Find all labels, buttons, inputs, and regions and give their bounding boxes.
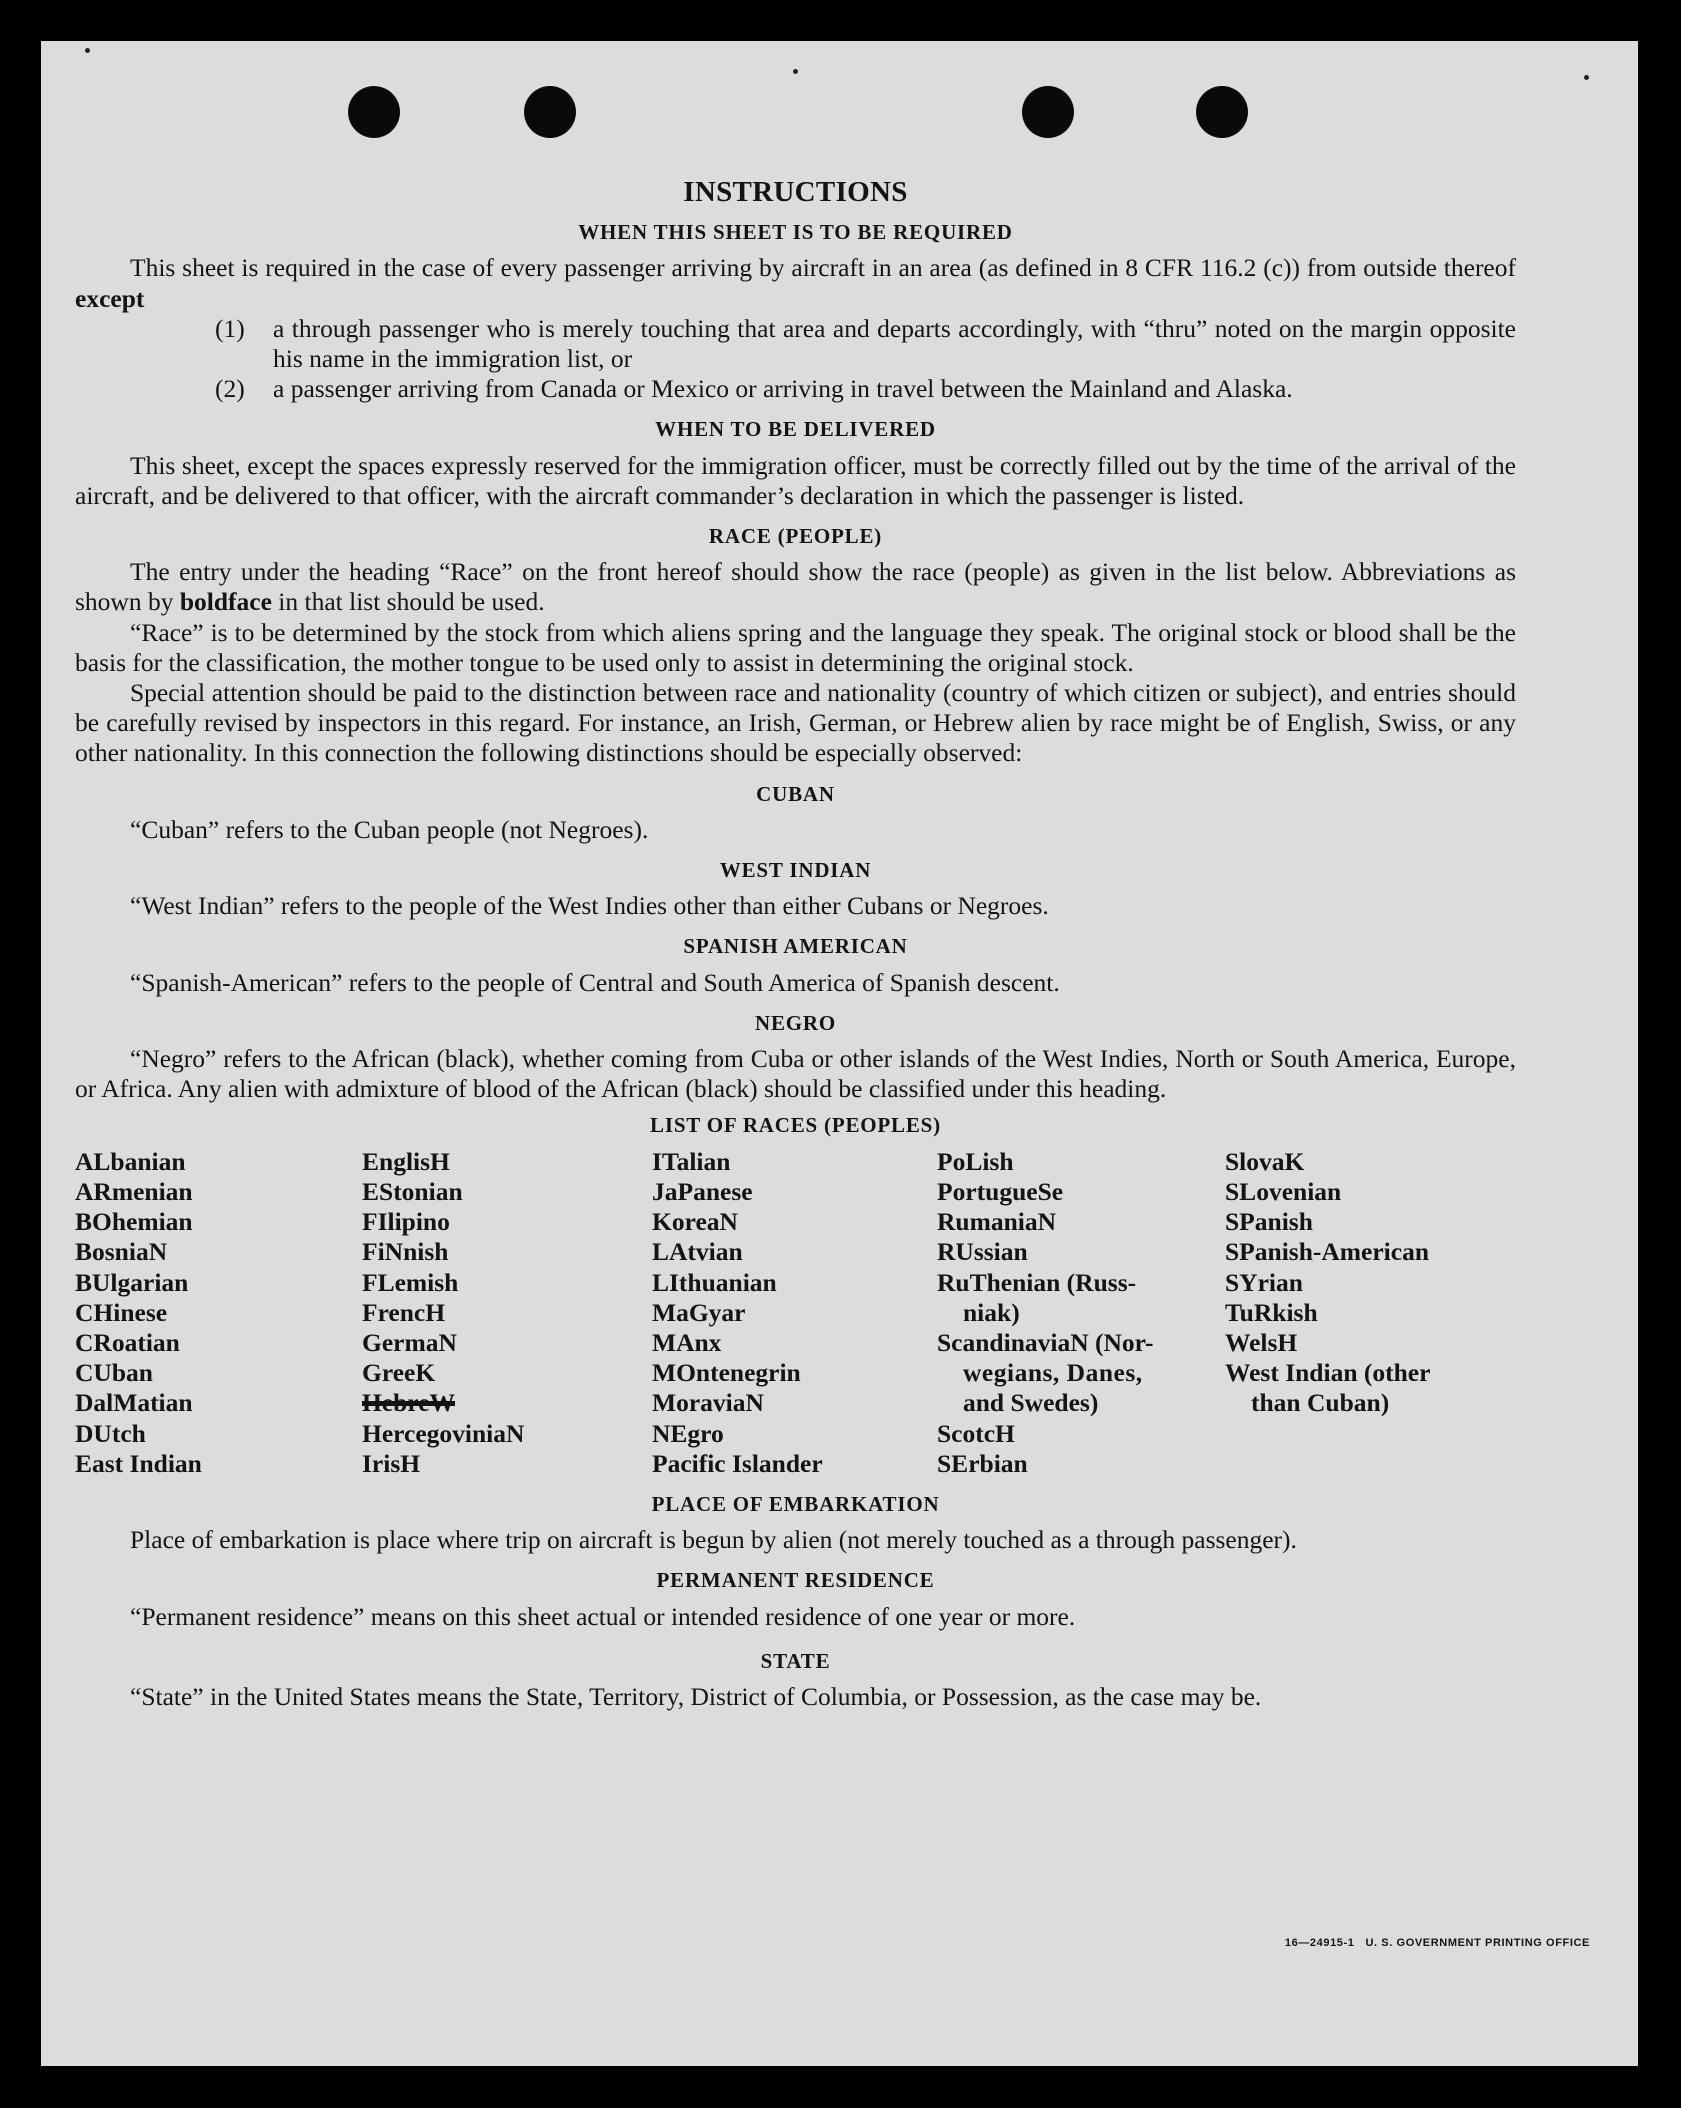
section-heading-race: RACE (PEOPLE)	[708, 524, 883, 549]
races-column-1	[75, 1147, 362, 1479]
race-entry: HercegoviniaN	[362, 1418, 525, 1448]
spanish-american-text: “Spanish-American” refers to the people of Central and South America of Spanish descent.	[130, 967, 1060, 997]
race-entry: MoraviaN	[652, 1388, 764, 1418]
race-entry: RUssian	[937, 1237, 1028, 1267]
race-entry: GermaN	[362, 1327, 457, 1357]
race-entry: BOhemian	[75, 1207, 193, 1237]
race-entry: BosniaN	[75, 1237, 168, 1267]
race-entry: SPanish-American	[1225, 1237, 1429, 1267]
race-entry: FrencH	[362, 1297, 446, 1327]
section-heading-cuban: CUBAN	[756, 781, 835, 806]
page-title: INSTRUCTIONS	[683, 176, 908, 208]
race-entry: SYrian	[1225, 1267, 1303, 1297]
race-entry: LIthuanian	[652, 1267, 777, 1297]
race-entry: SPanish	[1225, 1207, 1313, 1237]
race-entry: CRoatian	[75, 1327, 180, 1357]
race-entry: TuRkish	[1225, 1297, 1318, 1327]
race-entry: ARmenian	[75, 1176, 193, 1206]
section-heading-when-required: WHEN THIS SHEET IS TO BE REQUIRED	[578, 220, 1013, 245]
west-indian-text: “West Indian” refers to the people of the West Indies other than either Cubans or Negroes.	[130, 891, 1049, 921]
races-column-5	[1225, 1147, 1516, 1479]
race-entry: DalMatian	[75, 1388, 193, 1418]
race-entry: SErbian	[937, 1448, 1028, 1478]
race-entry: NEgro	[652, 1418, 724, 1448]
race-entry: PoLish	[937, 1146, 1014, 1176]
race-paragraph-3: Special attention should be paid to the distinction between race and nationality (country of which citizen or subject), and entries should be carefully revised by inspectors in this regard. For instance, an Irish, German, or Hebrew alien by race might be of English, Swiss, or any other nationality. In this connection the following distinctions should be especially observed:	[75, 678, 1516, 768]
instructions-content	[75, 177, 1516, 1712]
race-entry: PortugueSe	[937, 1176, 1064, 1206]
required-intro: This sheet is required in the case of every passenger arriving by aircraft in an area (as defined in 8 CFR 116.2 (c)) from outside thereof except	[75, 253, 1516, 313]
races-column-3	[652, 1147, 937, 1479]
section-heading-residence: PERMANENT RESIDENCE	[656, 1568, 935, 1593]
races-column-2	[362, 1147, 652, 1479]
list-item: (1) a through passenger who is merely touching that area and departs accordingly, with “thru” noted on the margin opposite his name in the immigration list, or	[215, 313, 1516, 374]
race-entry: DUtch	[75, 1418, 146, 1448]
race-entry: GreeK	[362, 1358, 436, 1388]
punch-hole	[524, 86, 576, 138]
race-entry-continued: and Swedes)	[963, 1388, 1099, 1418]
race-entry: ScotcH	[937, 1418, 1015, 1448]
race-entry: FIlipino	[362, 1207, 450, 1237]
cuban-text: “Cuban” refers to the Cuban people (not Negroes).	[130, 814, 649, 844]
state-text: “State” in the United States means the State, Territory, District of Columbia, or Possession, as the case may be.	[130, 1681, 1262, 1711]
race-entry: RuThenian (Russ-	[937, 1267, 1137, 1297]
race-paragraph-1: The entry under the heading “Race” on the front hereof should show the race (people) as given in the list below. Abbreviations as shown by boldface in that list should be used.	[75, 557, 1516, 617]
speck	[1584, 75, 1589, 80]
race-entry: JaPanese	[652, 1176, 753, 1206]
race-entry: MaGyar	[652, 1297, 746, 1327]
exception-list	[75, 314, 1516, 405]
race-entry: EnglisH	[362, 1146, 450, 1176]
race-entry: ITalian	[652, 1146, 731, 1176]
delivered-text: This sheet, except the spaces expressly reserved for the immigration officer, must be correctly filled out by the time of the arrival of the aircraft, and be delivered to that officer, with the aircraft commander’s declaration in which the passenger is listed.	[75, 450, 1516, 510]
race-entry-continued: niak)	[963, 1297, 1020, 1327]
punch-hole	[1022, 86, 1074, 138]
race-entry: BUlgarian	[75, 1267, 189, 1297]
race-paragraph-2: “Race” is to be determined by the stock from which aliens spring and the language they speak. The original stock or blood shall be the basis for the classification, the mother tongue to be used only to assist in determining the original stock.	[75, 617, 1516, 677]
document-page	[41, 41, 1638, 2066]
race-entry: KoreaN	[652, 1207, 738, 1237]
race-entry: MOntenegrin	[652, 1358, 801, 1388]
speck	[85, 48, 90, 53]
list-item: (2) a passenger arriving from Canada or Mexico or arriving in travel between the Mainland and Alaska.	[215, 374, 1293, 404]
race-entry: RumaniaN	[937, 1207, 1057, 1237]
race-entry: ALbanian	[75, 1146, 186, 1176]
negro-text: “Negro” refers to the African (black), whether coming from Cuba or other islands of the West Indies, North or South America, Europe, or Africa. Any alien with admixture of blood of the African (black) should be classified under this heading.	[75, 1044, 1516, 1104]
race-entry: EStonian	[362, 1176, 463, 1206]
race-entry: ScandinaviaN (Nor-	[937, 1327, 1154, 1357]
race-entry: SLovenian	[1225, 1176, 1342, 1206]
section-heading-west-indian: WEST INDIAN	[719, 858, 872, 883]
races-column-4	[937, 1147, 1225, 1479]
race-entry-continued: than Cuban)	[1251, 1388, 1390, 1418]
races-table	[75, 1147, 1516, 1479]
section-heading-when-delivered: WHEN TO BE DELIVERED	[655, 417, 936, 442]
section-heading-spanish-american: SPANISH AMERICAN	[683, 934, 908, 959]
section-heading-embarkation: PLACE OF EMBARKATION	[651, 1491, 940, 1516]
race-entry-struck: HebreW	[362, 1388, 456, 1418]
race-entry: FiNnish	[362, 1237, 449, 1267]
race-entry: CHinese	[75, 1297, 168, 1327]
race-entry: WelsH	[1225, 1327, 1298, 1357]
race-entry: FLemish	[362, 1267, 459, 1297]
race-entry: IrisH	[362, 1448, 421, 1478]
section-heading-state: STATE	[760, 1648, 831, 1673]
punch-hole	[1196, 86, 1248, 138]
race-entry: SlovaK	[1225, 1146, 1305, 1176]
section-heading-list-of-races: LIST OF RACES (PEOPLES)	[650, 1113, 941, 1138]
printing-office-code: 16—24915-1 U. S. GOVERNMENT PRINTING OFFICE	[1284, 1937, 1590, 1949]
race-entry-continued: wegians, Danes,	[963, 1358, 1143, 1388]
race-entry: West Indian (other	[1225, 1358, 1431, 1388]
residence-text: “Permanent residence” means on this sheet actual or intended residence of one year or more.	[130, 1601, 1076, 1631]
race-entry: MAnx	[652, 1327, 722, 1357]
punch-hole	[348, 86, 400, 138]
embarkation-text: Place of embarkation is place where trip on aircraft is begun by alien (not merely touched as a through passenger).	[130, 1525, 1297, 1555]
section-heading-negro: NEGRO	[754, 1010, 836, 1035]
race-entry: CUban	[75, 1358, 153, 1388]
speck	[793, 69, 798, 74]
race-entry: LAtvian	[652, 1237, 743, 1267]
race-entry: East Indian	[75, 1448, 202, 1478]
race-entry: Pacific Islander	[652, 1448, 823, 1478]
